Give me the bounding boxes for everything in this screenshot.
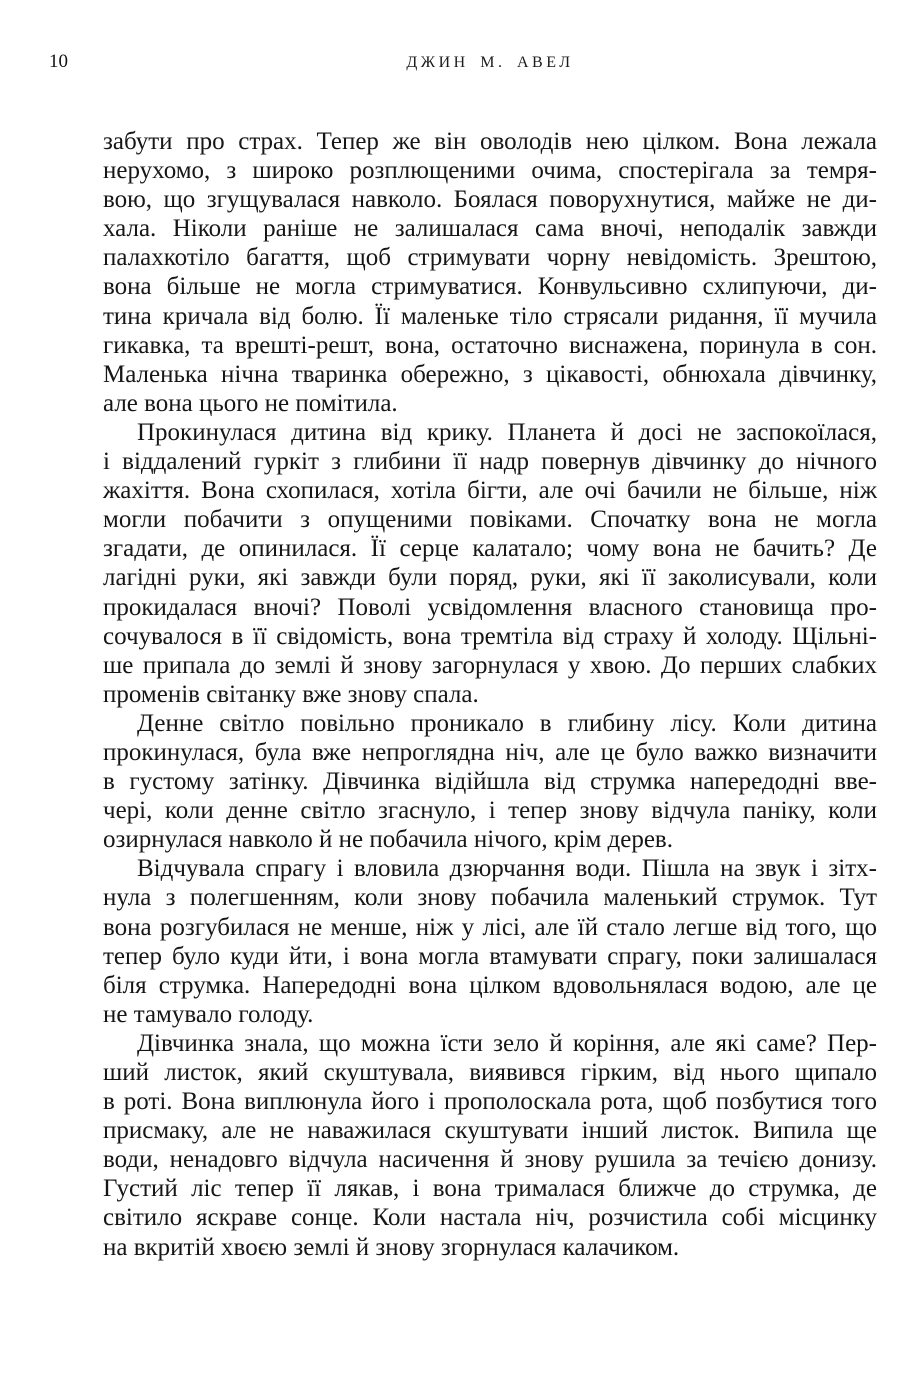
text-line: і віддалений гуркіт з глибини її надр повернув дівчинку до нічного [103,448,877,476]
text-line: Відчувала спрагу і вловила дзюрчання води. Пішла на звук і зітх- [137,855,877,883]
text-line: вона більше не могла стримуватися. Конвульсивно схлипуючи, ди- [103,273,877,301]
text-line: променів світанку вже знову спала. [103,680,479,708]
text-line: Маленька нічна тваринка обережно, з цікавості, обнюхала дівчинку, [103,360,877,388]
text-line: біля струмка. Напередодні вона цілком вдовольнялася водою, але це [103,971,877,999]
text-line: Прокинулася дитина від крику. Планета й досі не заспокоїлася, [137,418,877,446]
text-line: але вона цього не помітила. [103,389,398,417]
text-line: ше припала до землі й знову загорнулася у хвою. До перших слабких [103,651,877,679]
paragraph [103,418,877,709]
text-line: на вкритій хвоєю землі й знову згорнулася калачиком. [103,1233,680,1261]
text-line: води, ненадовго відчула насичення й знову рушила за течією донизу. [103,1146,877,1174]
paragraph [103,709,877,854]
text-line: хала. Ніколи раніше не залишалася сама вночі, неподалік завжди [103,215,877,243]
text-line: ший листок, який скуштувала, виявився гірким, від нього щипало [103,1059,877,1086]
paragraph [103,854,877,1029]
text-line: в роті. Вона виплюнула його і прополоскала рота, щоб позбутися того [103,1088,877,1116]
text-line: гикавка, та врешті-решт, вона, остаточно виснажена, поринула в сон. [103,331,877,359]
text-line: вона розгубилася не менше, ніж у лісі, але їй стало легше від того, що [103,913,877,941]
text-line: Густий ліс тепер її лякав, і вона трималася ближче до струмка, де [103,1175,877,1203]
text-line: сочувалося в її свідомість, вона тремтіла від страху й холоду. Щільні- [103,622,877,650]
text-line: тепер було куди йти, і вона могла втамувати спрагу, поки залишалася [103,942,877,970]
running-head: ДЖИН М. АВЕЛ [406,54,574,71]
body-text [103,127,877,1262]
text-line: вою, що згущувалася навколо. Боялася поворухнутися, майже не ди- [103,186,877,214]
text-line: озирнулася навколо й не побачила нічого, крім дерев. [103,826,673,854]
text-line: чері, коли денне світло згаснуло, і тепер знову відчула паніку, коли [103,797,877,825]
text-line: лагідні руки, які завжди були поряд, руки, які її заколисували, коли [103,564,877,592]
text-line: жахіття. Вона схопилася, хотіла бігти, але очі бачили не більше, ніж [103,477,877,505]
text-line: прокинулася, була вже непроглядна ніч, але це було важко визначити [103,738,877,766]
text-line: палахкотіло багаття, щоб стримувати чорну невідомість. Зрештою, [103,244,877,272]
text-line: присмаку, але не наважилася скуштувати інший листок. Випила ще [103,1117,877,1145]
paragraph [103,1029,877,1262]
text-line: Денне світло повільно проникало в глибину лісу. Коли дитина [137,709,877,737]
paragraph [103,127,877,418]
text-line: Дівчинка знала, що можна їсти зело й коріння, але які саме? Пер- [137,1029,877,1057]
text-line: світило яскраве сонце. Коли настала ніч, розчистила собі місцинку [103,1204,877,1232]
text-line: нерухомо, з широко розплющеними очима, спостерігала за темря- [103,157,877,185]
text-line: прокидалася вночі? Поволі усвідомлення власного становища про- [103,593,877,621]
text-line: нула з полегшенням, коли знову побачила маленький струмок. Тут [103,884,877,912]
text-line: забути про страх. Тепер же він оволодів нею цілком. Вона лежала [103,128,877,155]
page-number: 10 [49,51,68,72]
text-line: тина кричала від болю. Її маленьке тіло стрясали ридання, її мучила [103,302,877,330]
text-line: могли побачити з опущеними повіками. Спочатку вона не могла [103,506,877,534]
text-line: не тамувало голоду. [103,1000,314,1028]
text-line: згадати, де опинилася. Її серце калатало; чому вона не бачить? Де [103,535,877,563]
text-line: в густому затінку. Дівчинка відійшла від струмка напередодні вве- [103,768,877,796]
